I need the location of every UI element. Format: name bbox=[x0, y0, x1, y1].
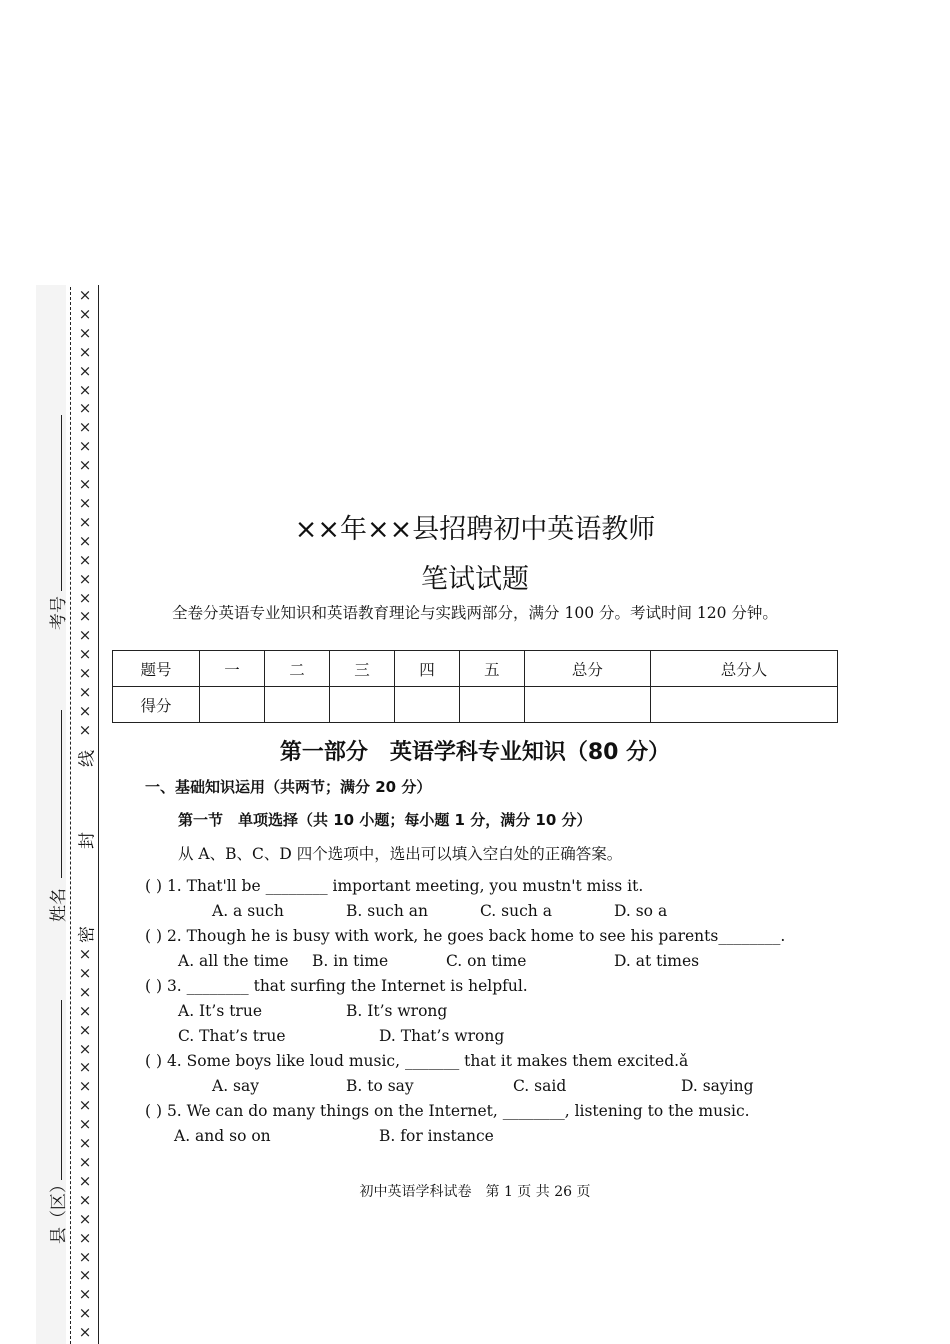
score-input-cell[interactable] bbox=[394, 687, 459, 723]
score-input-cell[interactable] bbox=[459, 687, 524, 723]
page-footer: 初中英语学科试卷 第 1 页 共 26 页 bbox=[359, 1184, 591, 1200]
score-table bbox=[112, 650, 838, 723]
question-option: B. to say bbox=[346, 1077, 414, 1095]
x-marks-top: × × × × × × × × × × × × × × × × × × × × × × × × bbox=[78, 286, 92, 739]
score-input-cell[interactable] bbox=[264, 687, 329, 723]
margin-char-feng: 封 bbox=[77, 832, 98, 849]
score-input-cell[interactable] bbox=[524, 687, 650, 723]
table-cell: 题号 bbox=[113, 651, 200, 687]
question-option: B. in time bbox=[312, 952, 389, 970]
score-input-cell[interactable] bbox=[650, 687, 837, 723]
subsection-heading: 第一节 单项选择（共 10 小题；每小题 1 分，满分 10 分） bbox=[178, 811, 592, 829]
question-option: A. a such bbox=[212, 902, 284, 920]
table-cell: 得分 bbox=[113, 687, 200, 723]
exam-subtitle: 笔试试题 bbox=[421, 564, 529, 595]
question-option: B. It’s wrong bbox=[346, 1002, 448, 1020]
question-stem: ( ) 5. We can do many things on the Internet, ________, listening to the music. bbox=[145, 1102, 750, 1120]
question-stem: ( ) 2. Though he is busy with work, he goes back home to see his parents________. bbox=[145, 927, 786, 945]
question-option: D. That’s wrong bbox=[379, 1027, 505, 1045]
score-table-score-row bbox=[113, 687, 838, 723]
margin-char-mi: 密 bbox=[77, 926, 98, 943]
question-option: C. such a bbox=[480, 902, 552, 920]
name-label: 姓名 bbox=[49, 888, 69, 922]
table-cell: 总分 bbox=[524, 651, 650, 687]
table-cell: 三 bbox=[329, 651, 394, 687]
question-option: A. all the time bbox=[178, 952, 289, 970]
question-stem: ( ) 1. That'll be ________ important meeting, you mustn't miss it. bbox=[145, 877, 644, 895]
table-cell: 五 bbox=[459, 651, 524, 687]
exam-title: ××年××县招聘初中英语教师 bbox=[294, 514, 656, 545]
question-stem: ( ) 4. Some boys like loud music, _______ that it makes them excited.ǎ bbox=[145, 1052, 689, 1070]
score-input-cell[interactable] bbox=[200, 687, 265, 723]
question-option: A. It’s true bbox=[178, 1002, 263, 1020]
table-cell: 四 bbox=[394, 651, 459, 687]
section-heading: 一、基础知识运用（共两节；满分 20 分） bbox=[145, 778, 432, 796]
score-table-header-row bbox=[113, 651, 838, 687]
x-marks-bottom: × × × × × × × × × × × × × × × × × × × × × bbox=[78, 945, 92, 1342]
question-option: A. say bbox=[212, 1077, 259, 1095]
question-stem: ( ) 3. ________ that surfing the Internet is helpful. bbox=[145, 977, 528, 995]
exam-number-label: 考号 bbox=[49, 596, 69, 630]
question-option: C. on time bbox=[446, 952, 527, 970]
question-option: C. said bbox=[513, 1077, 567, 1095]
question-option: D. so a bbox=[614, 902, 668, 920]
exam-intro: 全卷分英语专业知识和英语教育理论与实践两部分，满分 100 分。考试时间 120 分钟。 bbox=[172, 604, 778, 622]
margin-char-xian: 线 bbox=[77, 750, 98, 767]
table-cell: 总分人 bbox=[650, 651, 837, 687]
county-label: 县（区） bbox=[49, 1176, 69, 1244]
county-line bbox=[61, 1000, 62, 1180]
table-cell: 二 bbox=[264, 651, 329, 687]
question-option: D. at times bbox=[614, 952, 700, 970]
question-option: B. for instance bbox=[379, 1127, 494, 1145]
question-option: C. That’s true bbox=[178, 1027, 286, 1045]
question-option: D. saying bbox=[681, 1077, 754, 1095]
score-input-cell[interactable] bbox=[329, 687, 394, 723]
question-option: B. such an bbox=[346, 902, 428, 920]
instruction-text: 从 A、B、C、D 四个选项中，选出可以填入空白处的正确答案。 bbox=[178, 845, 623, 863]
question-option: A. and so on bbox=[174, 1127, 271, 1145]
table-cell: 一 bbox=[200, 651, 265, 687]
part-title: 第一部分 英语学科专业知识（80 分） bbox=[279, 740, 671, 765]
